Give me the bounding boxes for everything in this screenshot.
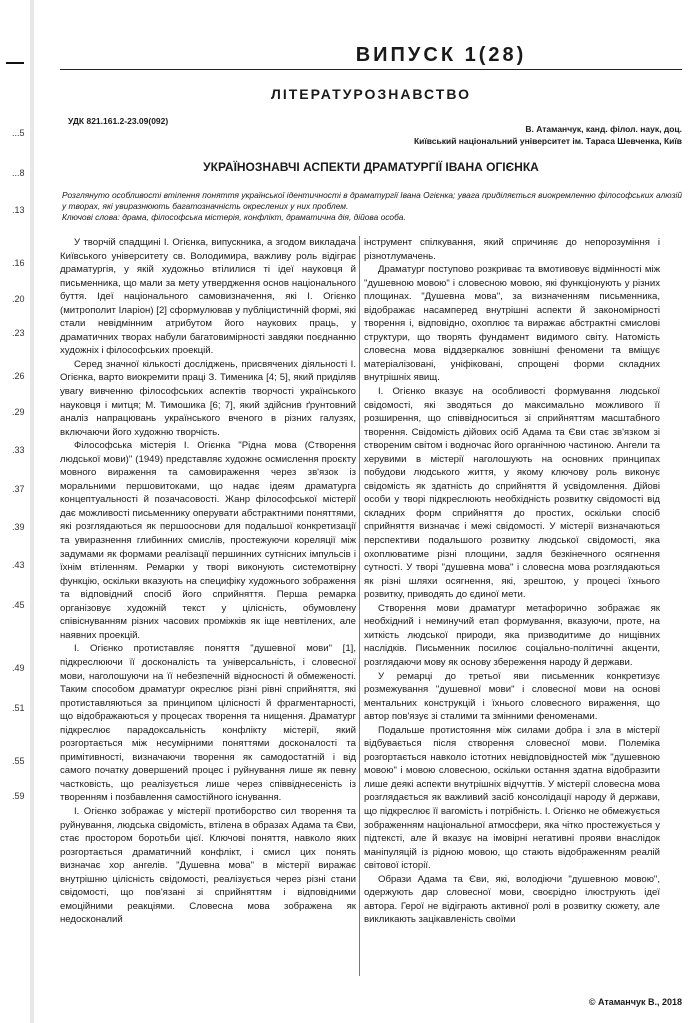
margin-number: .16: [12, 258, 25, 268]
margin-number: .29: [12, 407, 25, 417]
margin-number: .49: [12, 663, 25, 673]
margin-number: .51: [12, 703, 25, 713]
margin-number: .43: [12, 560, 25, 570]
column-divider: [359, 236, 360, 976]
paragraph: Образи Адама та Єви, які, володіючи "душевною мовою", одержують дар словесної мови, своєрідно ілюструють ідеї автора. Герої не відіграють активної ролі в розвитку сюжету, але викликають зацікавленість своїми: [364, 873, 660, 926]
left-column: [60, 236, 356, 976]
margin-rule: [6, 62, 24, 64]
binding-gutter: [30, 0, 34, 1023]
margin-number: .37: [12, 484, 25, 494]
margin-number: ...5: [12, 128, 25, 138]
paragraph: У ремарці до третьої яви письменник конкретизує розмежування "душевної мови" і словесної мови на основі ментальних конструкцій і їхнього словесного вираження, що автор пов'язує зі сталими та змінними феноменами.: [364, 670, 660, 723]
author-line: В. Атаманчук, канд. філол. наук, доц.: [525, 124, 682, 134]
paragraph: Створення мови драматург метафорично зображає як необхідний і неминучий етап формування, вказуючи, проте, на хиткість людської природи, яка призводитиме до нищівних наслідків. Письменник посилює соціально-політичні акценти, розглядаючи мову як основу збереження народу й держави.: [364, 602, 660, 668]
margin-number: .23: [12, 328, 25, 338]
paragraph: І. Огієнко вказує на особливості формування людської свідомості, які зводяться до максимально можливого її розширення, що співвідноситься зі сприйняттям масштабного творення. Свідомість дійових осіб Адама та Єви стає зв'язком зі створеним світом і водночас його органічною частиною. Ангели та херувими в містерії наголошують на основних принципах побудови людського життя, у якому ключову роль виконує свідомість як здатність до сприйняття й усвідомлення. Дійові особи у творі підкреслюють необхідність розвитку свідомості від складних форм сприйняття до простих, оскільки спосіб сприйняття визначає і межі свідомості. У містерії визначаються перспективи подальшого розвитку людської свідомості, яка охоплюватиме різні площини, задля безкінечного осягнення сутності. У творі "душевна мова" і словесна мова розглядаються як різні шляхи осягнення, які, зрештою, у процесі їхнього розвитку, приводять до єдиної мети.: [364, 386, 660, 601]
issue-header: ВИПУСК 1(28): [355, 44, 527, 66]
margin-number: .33: [12, 445, 25, 455]
udk-code: УДК 821.161.2-23.09(092): [68, 116, 169, 126]
right-column: [364, 236, 660, 976]
affiliation-line: Київський національний університет ім. Тараса Шевченка, Київ: [413, 136, 682, 146]
margin-number: .39: [12, 522, 25, 532]
margin-number: .20: [12, 294, 25, 304]
section-title: ЛІТЕРАТУРОЗНАВСТВО: [271, 86, 471, 102]
abstract: Розглянуто особливості втілення поняття української ідентичності в драматургії Івана Огієнка; увага приділяється виокремленню філософських алюзій у творах, які увиразнюють багатозначність окреслених у них проблем.: [62, 190, 682, 211]
copyright: © Атаманчук В., 2018: [588, 997, 682, 1007]
margin-number: .55: [12, 756, 25, 766]
paragraph: Серед значної кількості досліджень, присвячених діяльності І. Огієнка, варто виокремити праці З. Тименика [4; 5], який приділяв увагу вивченню філософських аспектів творчості українського науковця і митця; М. Тимошика [6; 7], який здійснив ґрунтовний аналіз напрацювань українського вченого в різних галузях, включаючи його художню творчість.: [60, 358, 356, 438]
article-title: УКРАЇНОЗНАВЧІ АСПЕКТИ ДРАМАТУРГІЇ ІВАНА ОГІЄНКА: [203, 160, 539, 174]
paragraph: І. Огієнко протиставляє поняття "душевної мови" [1], підкреслюючи її досконалість та універсальність, і словесної мови, наголошуючи на її небезпечній відносності й обмеженості. Таким способом драматург окреслює різні рівні сприйняття, які протиставляються за принципом цілісності й фрагментарності, що відображаються у процесах творення та нищення. Драматург підкреслює парадоксальність конфлікту містерії, який розгортається між несумірними поняттями досконалості та примітивності, визначаючи творення як самодостатній і від самого початку довершений процес і руйнування лише як певну частковість, що реалізується лише через співвіднесеність із творенням і позбавлення самостійного існування.: [60, 643, 356, 804]
paragraph: інструмент спілкування, який спричиняє до непорозуміння і різнотлумачень.: [364, 237, 660, 262]
margin-number: .59: [12, 791, 25, 801]
header-rule: [60, 69, 682, 70]
paragraph: Філософська містерія І. Огієнка "Рідна мова (Створення людської мови)" (1949) представляє художнє осмислення проєкту мовного вираження та самовираження через зв'язок із моральними першовитоками, що надає ідеям драматурга концептуальності й позачасовості. Жанр філософської містерії дає можливості письменнику оперувати абстрактними поняттями, які розглядаються як першооснови для подальшої конкретизації та увиразнення глибинних смислів, простежуючи кореляції між задумами як формами реалізації першинних сутнісних імпульсів і їхнім втіленням. Ремарки у творі виконують системотвірну функцію, оскільки вказують на специфіку художнього зображення та відповідний спосіб його сприйняття. Перша ремарка організовує художній текст у цілісність, обумовлену співіснуванням різних часових проміжків як іще невтілених, але наявних проекцій.: [60, 440, 356, 641]
paragraph: І. Огієнко зображає у містерії протиборство сил творення та руйнування, людська свідомість, втілена в образах Адама та Єви, стає простором боротьби цієї. Ключові поняття, навколо яких розгортається драматичний конфлікт, і смисл цих понять визначає хор ангелів. "Душевна мова" в містерії виражає внутрішню цілісність свідомості, реалізується через різні стани свідомості, що пов'язані зі сприйняттям і відповідними емоційними реакціями. Словесна мова зображена як недосконалий: [60, 805, 356, 926]
paragraph: Драматург поступово розкриває та вмотивовує відмінності між "душевною мовою" і словесною мовою, які функціонують у різних площинах. "Душевна мова", за визначенням письменника, відображає насамперед внутрішні аспекти й закономірності творення і, відповідно, охоплює та виражає абстрактні смислові структури, що творять фундамент видимого світу. Натомість словесна мова віддзеркалює зовнішні феномени та вміщує матеріалізовані, уніфіковані, спрощені форми складних внутрішніх явищ.: [364, 264, 660, 384]
margin-number: .26: [12, 371, 25, 381]
margin-number: .45: [12, 600, 25, 610]
paragraph: Подальше протистояння між силами добра і зла в містерії відбувається після створення словесної мови. Полеміка розгортається навколо істотних невідповідностей між "душевною мовою" і мовою словесною, оскільки остання здатна відобразити лише деякі аспекти внутрішніх відчуттів. У містерії словесна мова розглядається як важливий засіб консолідації народу й держави, що підкреслює її вагомість і потрібність. І. Огієнко не обмежується зображенням національної атмосфери, яка чітко простежується у підтексті, але й вказує на імовірні негативні прояви внаслідок маніпуляцій із рідною мовою, що стають відображенням реалій світової історії.: [364, 724, 660, 872]
paragraph: У творчій спадщині І. Огієнка, випускника, а згодом викладача Київського університету св. Володимира, важливу роль відіграє драматургія, у якій художньо втілилися ті ідеї науковця й письменника, що мали за мету утвердження основ національного буття. Ідеї національного самовизначення, які І. Огієнко (митрополит Іларіон) [2] сформулював у публіцистичній формі, які стали невідмінним атрибутом його наукових праць, у драматичних творах набули багатовимірності завдяки поєднанню художніх і філософських проекцій.: [60, 237, 356, 357]
margin-number: .13: [12, 205, 25, 215]
margin-number: ...8: [12, 168, 25, 178]
keywords: Ключові слова: драма, філософська містерія, конфлікт, драматична дія, дійова особа.: [62, 212, 406, 222]
